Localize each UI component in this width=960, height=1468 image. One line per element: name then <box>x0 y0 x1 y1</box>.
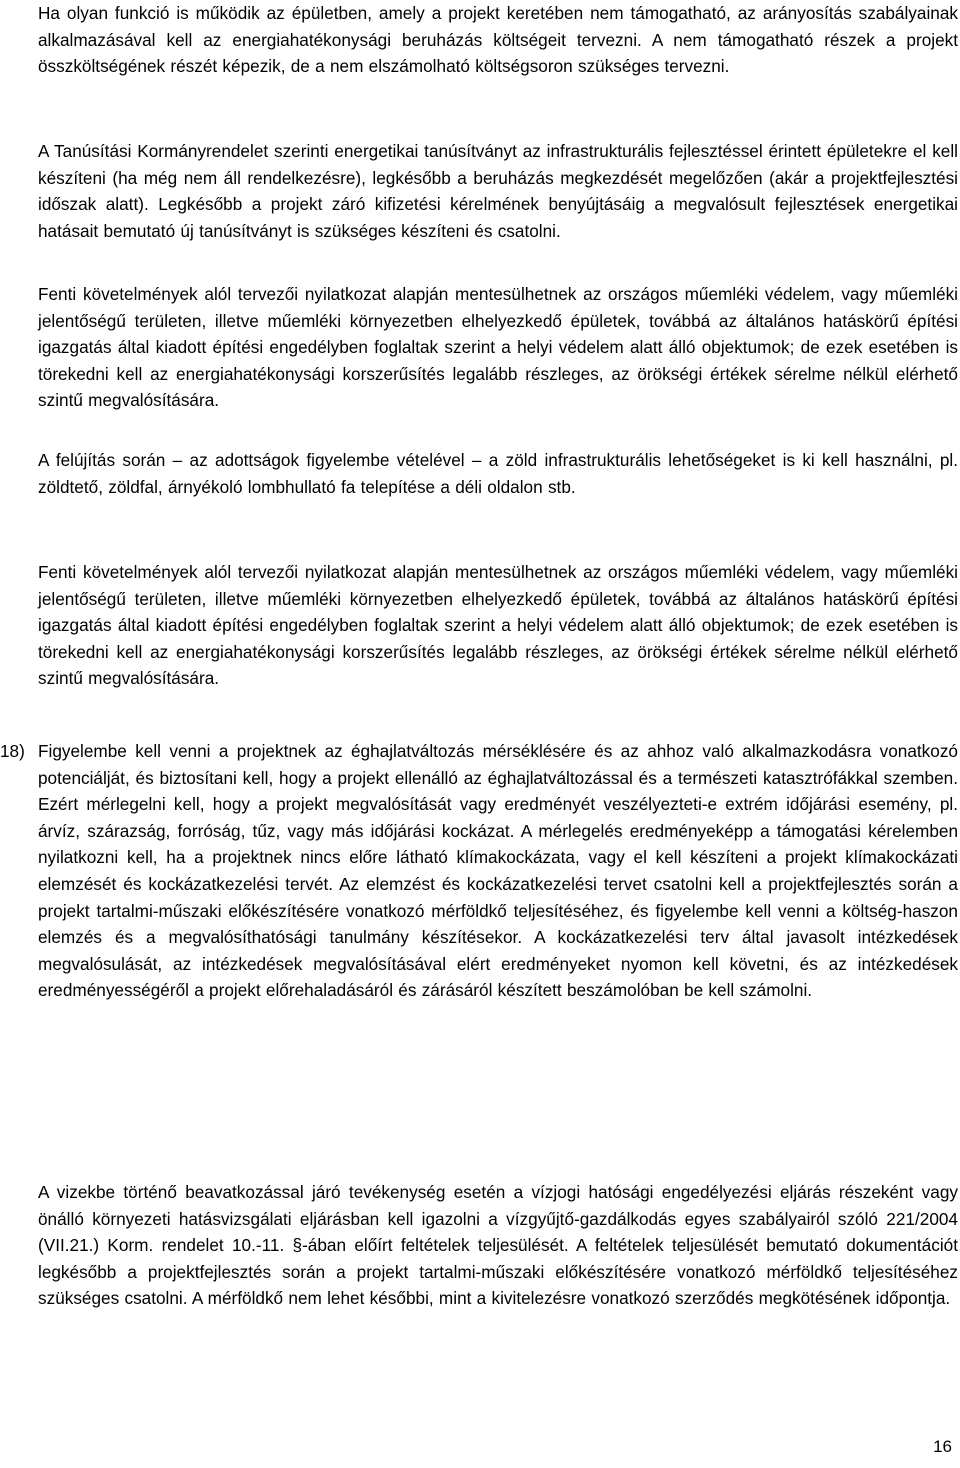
item-number: 18) <box>0 741 25 761</box>
page-number: 16 <box>933 1437 952 1456</box>
paragraph-green-infrastructure: A felújítás során – az adottságok figyelembe vételével – a zöld infrastrukturális lehetőségeket is ki kell használni, pl. zöldtető, zöldfal, árnyékoló lombhullató fa telepítése a déli oldalon stb. <box>38 450 958 497</box>
paragraph-energy-certificate: A Tanúsítási Kormányrendelet szerinti energetikai tanúsítványt az infrastrukturális fejlesztéssel érintett épületekre el kell készíteni (ha még nem áll rendelkezésre), legkésőbb a beruházás megkezdését megelőzően (akár a projektfejlesztési időszak alatt). Legkésőbb a projekt záró kifizetési kérelmének benyújtásáig a megvalósult fejlesztések energetikai hatásait bemutató új tanúsítványt is szükséges készíteni és csatolni. <box>38 141 958 241</box>
paragraph-water-intervention: A vizekbe történő beavatkozással járó tevékenység esetén a vízjogi hatósági engedélyezési eljárás részeként vagy önálló környezeti hatásvizsgálati eljárásban kell igazolni a vízgyűjtő-gazdálkodás egyes szabályairól szóló 221/2004 (VII.21.) Korm. rendelet 10.-11. §-ában előírt feltételek teljesülését. A feltételek teljesülését bemutató dokumentációt legkésőbb a projektfejlesztés során a projekt tartalmi-műszaki előkészítésére vonatkozó mérföldkő teljesítéséhez szükséges csatolni. A mérföldkő nem lehet későbbi, mint a kivitelezésre vonatkozó szerződés megkötésének időpontja. <box>38 1182 958 1309</box>
paragraph-heritage-exemption-repeat: Fenti követelmények alól tervezői nyilatkozat alapján mentesülhetnek az országos műemléki védelem, vagy műemléki jelentőségű területen, illetve műemléki környezetben elhelyezkedő épületek, továbbá az általános hatáskörű építési igazgatás által kiadott építési engedélyben foglaltak szerint a helyi védelem alatt álló objektumok; de ezek esetében is törekedni kell az energiahatékonysági korszerűsítés legalább részleges, az örökségi értékek sérelme nélkül elérhető szintű megvalósítására. <box>38 562 958 689</box>
paragraph-apportionment: Ha olyan funkció is működik az épületben, amely a projekt keretében nem támogatható, az arányosítás szabályainak alkalmazásával kell az energiahatékonysági beruházás költségeit tervezni. A nem támogatható részek a projekt összköltségének részét képezik, de a nem elszámolható költségsoron szükséges tervezni. <box>38 3 958 77</box>
paragraph-heritage-exemption: Fenti követelmények alól tervezői nyilatkozat alapján mentesülhetnek az országos műemléki védelem, vagy műemléki jelentőségű területen, illetve műemléki környezetben elhelyezkedő épületek, továbbá az általános hatáskörű építési igazgatás által kiadott építési engedélyben foglaltak szerint a helyi védelem alatt álló objektumok; de ezek esetében is törekedni kell az energiahatékonysági korszerűsítés legalább részleges, az örökségi értékek sérelme nélkül elérhető szintű megvalósítására. <box>38 284 958 411</box>
paragraph-climate-risk: Figyelembe kell venni a projektnek az éghajlatváltozás mérséklésére és az ahhoz való alkalmazkodásra vonatkozó potenciálját, és biztosítani kell, hogy a projekt ellenálló az éghajlatváltozással és a természeti katasztrófákkal szemben. Ezért mérlegelni kell, hogy a projekt megvalósítását vagy eredményét veszélyezteti-e extrém időjárási esemény, pl. árvíz, szárazság, forróság, tűz, vagy más időjárási kockázat. A mérlegelés eredményeképp a támogatási kérelemben nyilatkozni kell, ha a projektnek nincs előre látható klímakockázata, vagy el kell készíteni a projekt klímakockázati elemzését és kockázatkezelési tervét. Az elemzést és kockázatkezelési tervet csatolni kell a projektfejlesztés során a projekt tartalmi-műszaki előkészítésére vonatkozó mérföldkő teljesítéséhez, és figyelembe kell venni a költség-haszon elemzés és a megvalósíthatósági tanulmány készítésekor. A kockázatkezelési terv által javasolt intézkedések megvalósulását, az intézkedések megvalósításával elért eredményeket nyomon kell követni, és az intézkedések eredményességéről a projekt előrehaladásáról és zárásáról készített beszámolóban be kell számolni. <box>38 741 958 1001</box>
